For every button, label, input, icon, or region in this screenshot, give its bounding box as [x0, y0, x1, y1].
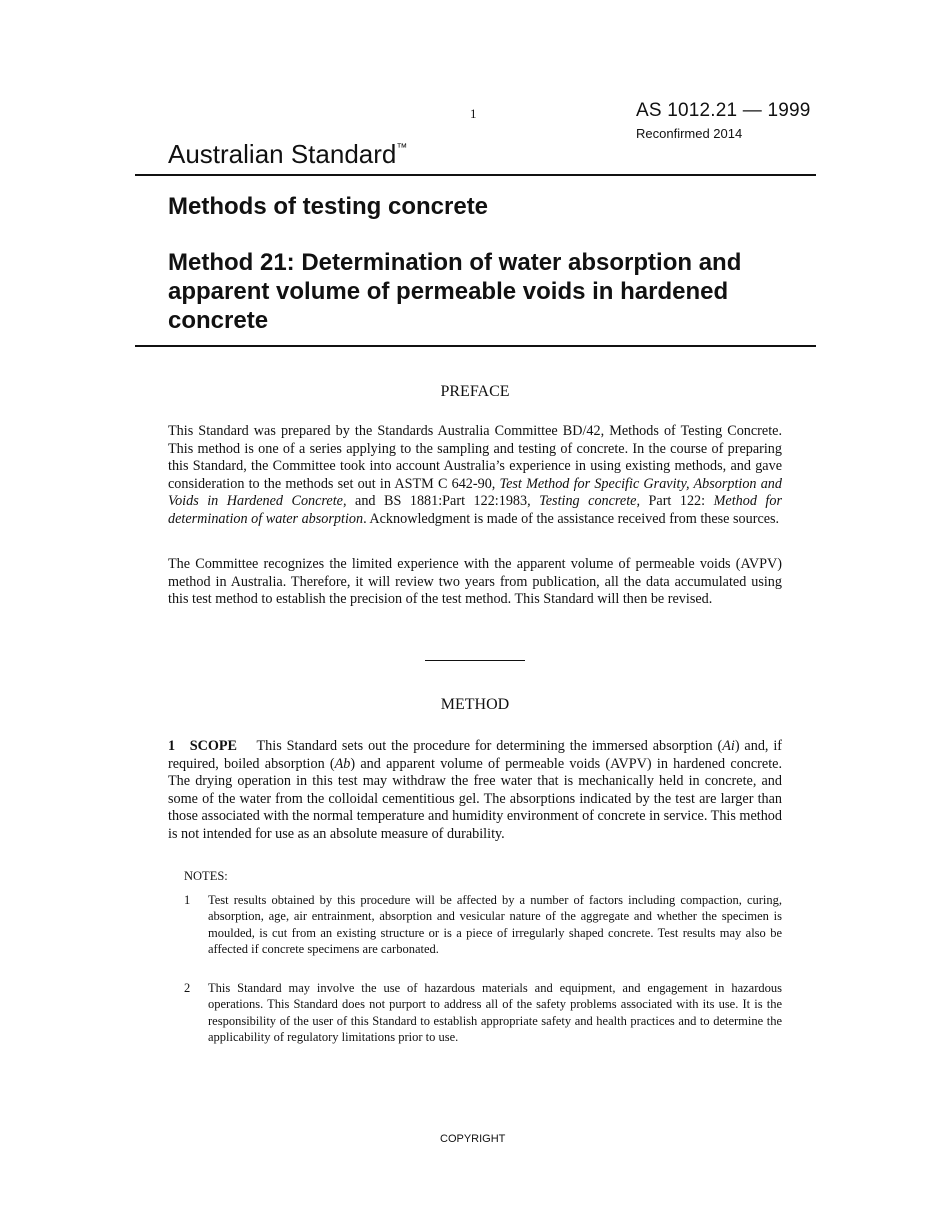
page-number: 1: [470, 106, 477, 121]
trademark-symbol: ™: [396, 142, 408, 154]
notes-label: NOTES:: [184, 869, 228, 883]
scope-number: 1: [168, 738, 176, 754]
main-title: Methods of testing concrete: [168, 193, 489, 220]
brand-title: [168, 139, 407, 170]
standard-code: AS 1012.21 — 1999: [636, 100, 811, 121]
astm-title: Test Method for Specific Gravity, Absorption and Voids in Hardened Concrete: [168, 475, 782, 509]
note-number: 2: [184, 981, 191, 995]
note-item: [184, 980, 782, 1045]
copyright-footer: COPYRIGHT: [440, 1133, 506, 1145]
note-number: 1: [184, 893, 191, 907]
ai-symbol: Ai: [722, 738, 735, 754]
bs-title: Testing concrete,: [539, 493, 641, 509]
brand-text: Australian Standard: [168, 139, 397, 169]
preface-heading: PREFACE: [440, 383, 510, 400]
ab-symbol: Ab: [334, 755, 351, 772]
note-text: This Standard may involve the use of hazardous materials and equipment, and engagement in hazardous operations. This Standard does not purport to address all of the safety problems associated with its use. It is the responsibility of the user of this Standard to establish appropriate safety and health practices and to determine the applicability of regulatory limitations prior to use.: [208, 981, 782, 1044]
note-text: Test results obtained by this procedure will be affected by a number of factors including compaction, curing, absorption, age, air entrainment, absorption and vesicular nature of the aggregate and whether the specimen is moulded, is cut from an existing structure or is a piece of irregularly shaped concrete. Test results may also be affected if concrete specimens are carbonated.: [208, 893, 782, 956]
note-item: [184, 892, 782, 957]
reconfirmed-note: Reconfirmed 2014: [636, 126, 743, 141]
preface-paragraph-1: This Standard was prepared by the Standards Australia Committee BD/42, Methods of Testing Concrete. This method is one of a series applying to the sampling and testing of concrete. In the course of preparing this Standard, the Committee took into account Australia’s experience in using existing methods, and gave consideration to the methods set out in ASTM C 642-90, Test Method for Specific Gravity, Absorption and Voids in Hardened Concrete, and BS 1881:Part 122:1983, Testing concrete, Part 122: Method for determination of water absorption. Acknowledgment is made of the assistance received from these sources.: [168, 423, 782, 527]
bs-part-title: Method for determination of water absorption: [168, 493, 782, 527]
header-rule: [135, 174, 816, 176]
scope-paragraph: 1 SCOPE This Standard sets out the procedure for determining the immersed absorption (Ai) and, if required, boiled absorption (Ab) and apparent volume of permeable voids (AVPV) in hardened concrete. The drying operation in this test may withdraw the free water that is mechanically held in concrete, and some of the water from the colloidal cementitious gel. The absorptions indicated by the test are larger than those associated with the normal temperature and humidity environment of concrete in service. This method is not intended for use as an absolute measure of durability.: [168, 738, 782, 842]
method-heading: METHOD: [440, 696, 510, 713]
scope-title: SCOPE: [189, 738, 238, 754]
section-divider: [425, 660, 525, 661]
preface-paragraph-2: The Committee recognizes the limited experience with the apparent volume of permeable voids (AVPV) method in Australia. Therefore, it will review two years from publication, all the data accumulated using this test method to establish the precision of the test method. This Standard will then be revised.: [168, 556, 782, 607]
title-rule: [135, 345, 816, 347]
method-title: Method 21: Determination of water absorption and apparent volume of permeable voids in hardened concrete: [168, 249, 742, 334]
